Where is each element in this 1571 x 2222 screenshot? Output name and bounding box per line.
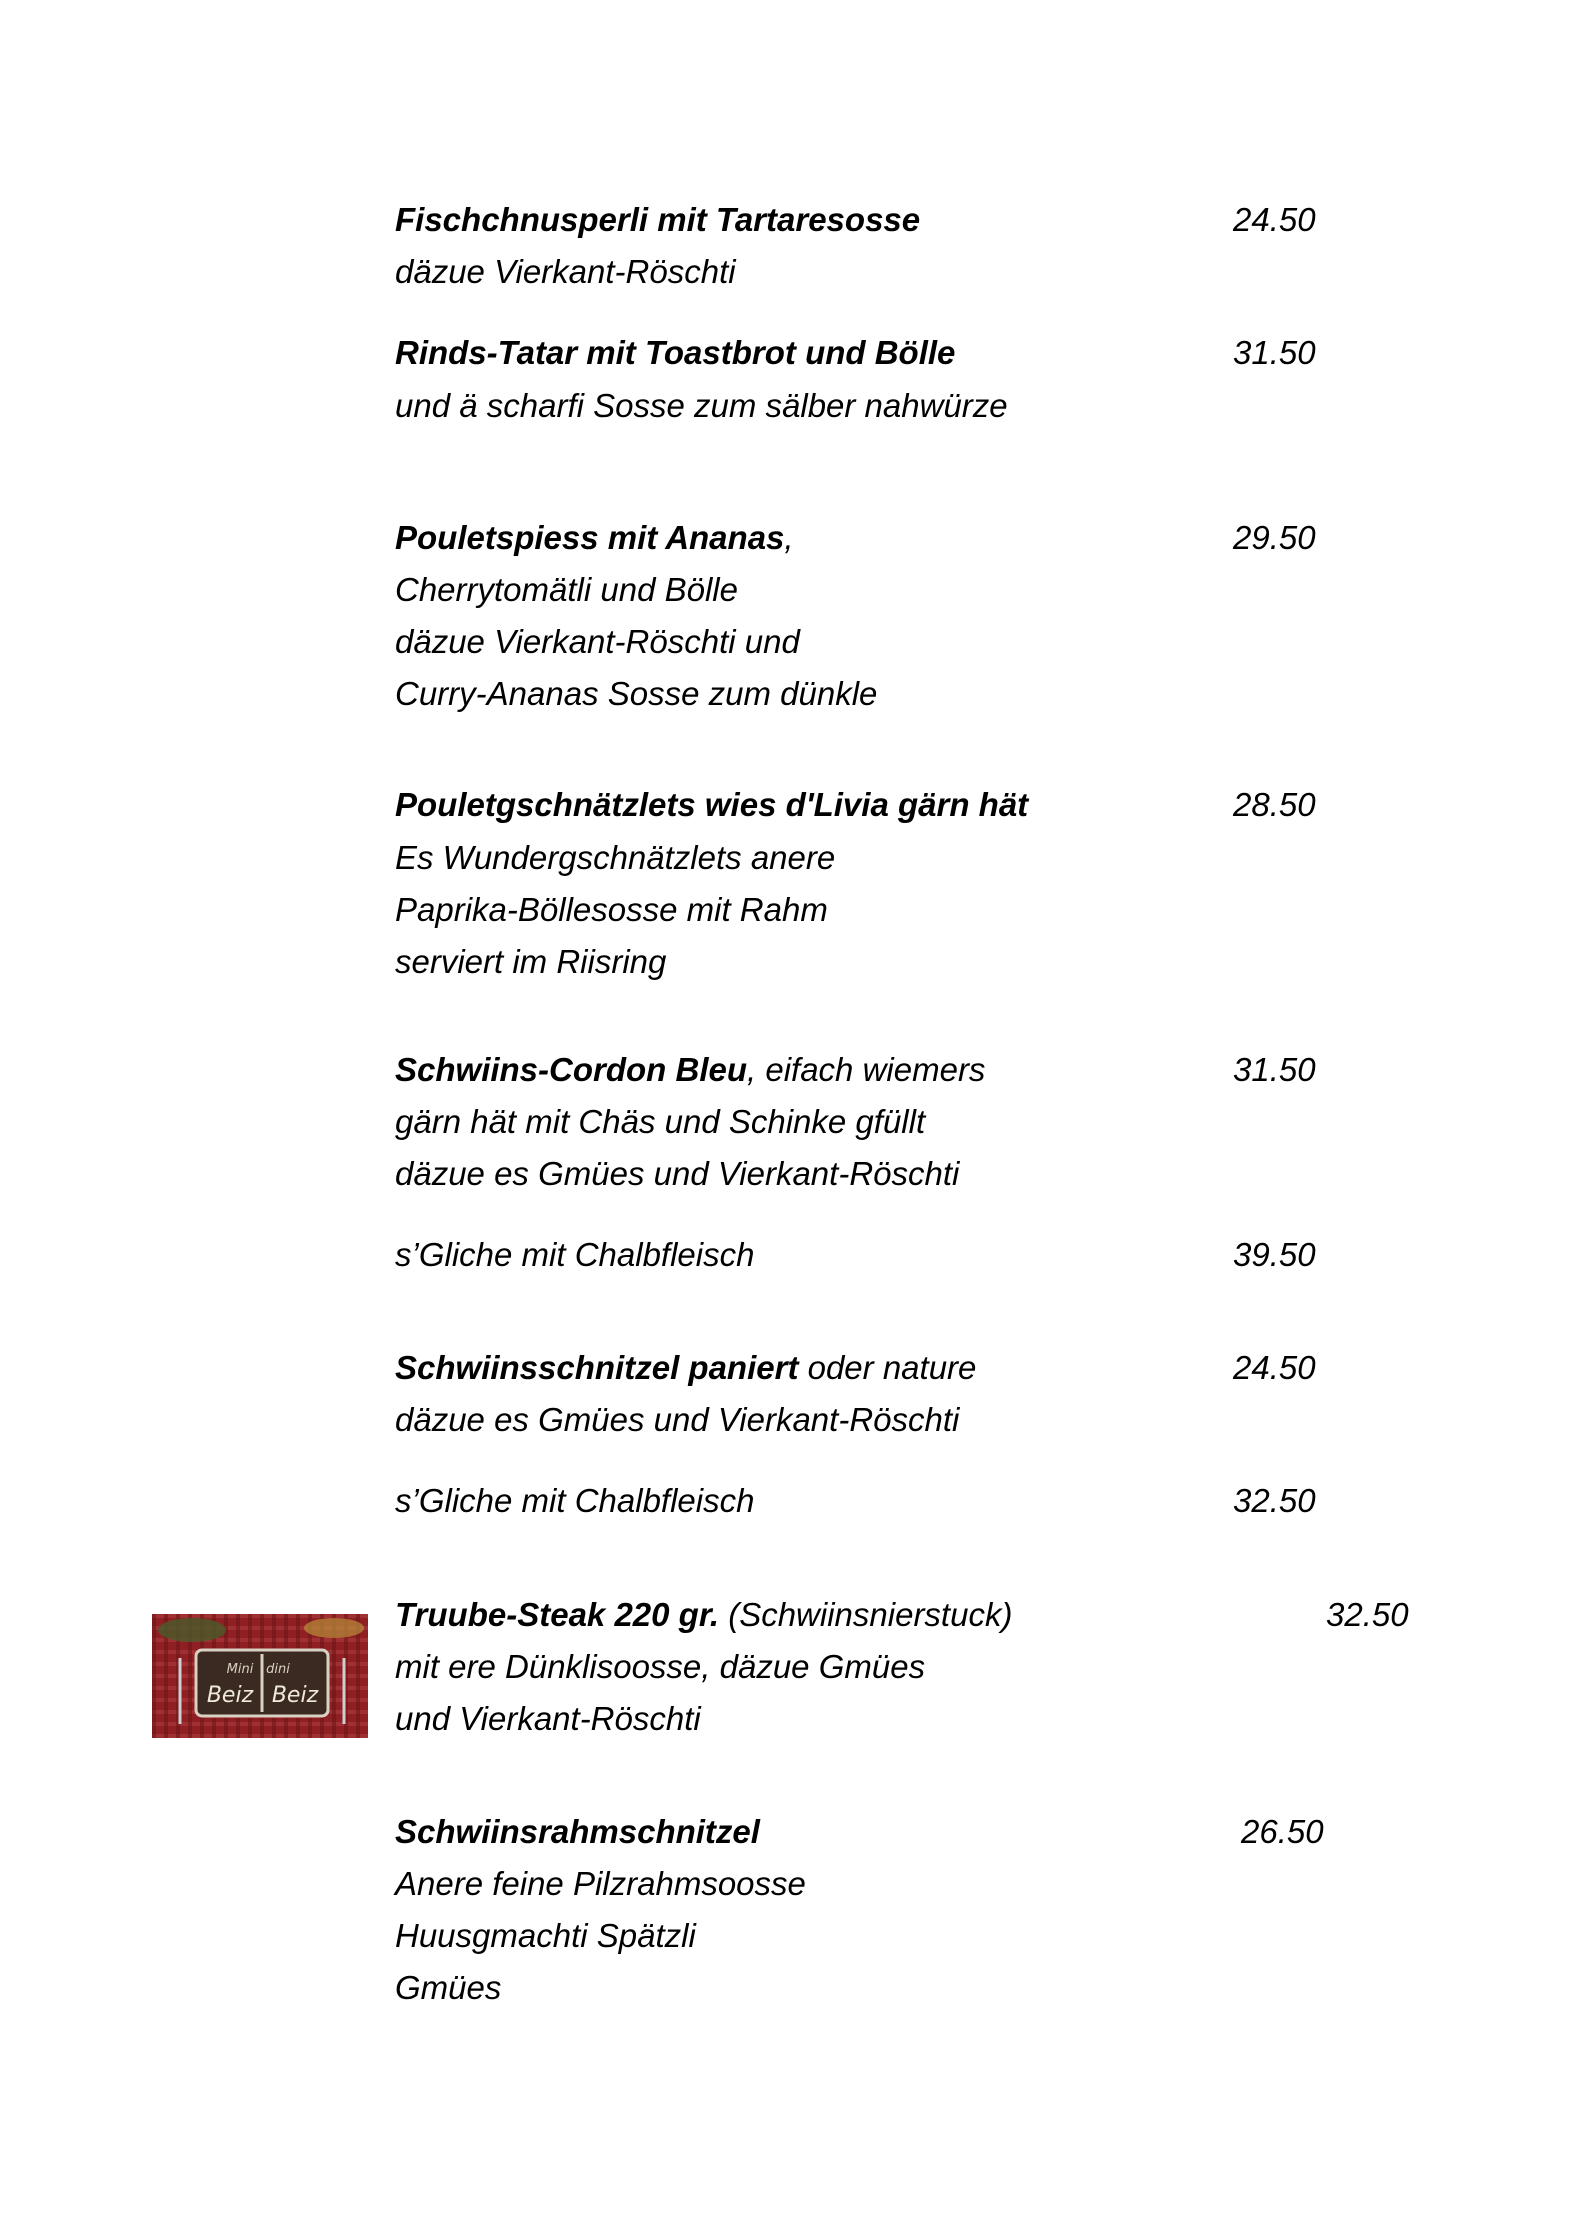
item-title-suffix: , [784, 519, 794, 556]
item-title-row [395, 1348, 976, 1388]
item-variant-price: 32.50 [1233, 1482, 1316, 1519]
item-title: Fischchnusperli mit Tartaresosse [395, 201, 921, 238]
item-desc: und ä scharfi Sosse zum sälber nahwürze [395, 387, 1008, 424]
item-title-suffix: (Schwiinsnierstuck) [719, 1596, 1013, 1633]
item-desc: mit ere Dünklisoosse, däzue Gmües [395, 1648, 926, 1685]
item-variant-label: s’Gliche mit Chalbfleisch [395, 1482, 755, 1519]
item-price: 31.50 [1233, 334, 1316, 371]
item-desc: däzue Vierkant-Röschti und [395, 623, 800, 660]
item-title-row [395, 518, 794, 558]
restaurant-logo [152, 1614, 368, 1738]
item-title: Rinds-Tatar mit Toastbrot und Bölle [395, 334, 956, 371]
item-desc: däzue es Gmües und Vierkant-Röschti [395, 1155, 960, 1192]
item-title-row [395, 333, 955, 373]
item-desc: Cherrytomätli und Bölle [395, 571, 738, 608]
item-price: 31.50 [1233, 1051, 1316, 1088]
item-desc: gärn hät mit Chäs und Schinke gfüllt [395, 1103, 926, 1140]
item-title-row [395, 1050, 985, 1090]
item-desc: Gmües [395, 1969, 502, 2006]
item-title-suffix: oder nature [798, 1349, 977, 1386]
item-title-row [395, 1595, 1012, 1635]
item-price: 26.50 [1241, 1813, 1324, 1850]
item-title: Schwiinsrahmschnitzel [395, 1813, 760, 1850]
logo-text-beiz-right: Beiz [271, 1683, 319, 1708]
item-desc: Huusgmachti Spätzli [395, 1917, 696, 1954]
item-title: Schwiins-Cordon Bleu [395, 1051, 748, 1088]
item-desc: und Vierkant-Röschti [395, 1700, 701, 1737]
item-title: Pouletgschnätzlets wies d'Livia gärn hät [395, 786, 1029, 823]
item-variant-price: 39.50 [1233, 1236, 1316, 1273]
item-price: 28.50 [1233, 786, 1316, 823]
item-price: 32.50 [1326, 1596, 1409, 1633]
item-title-row [395, 1812, 760, 1852]
item-title-row [395, 785, 1028, 825]
item-title-row [395, 200, 920, 240]
item-price: 24.50 [1233, 1349, 1316, 1386]
item-desc: däzue Vierkant-Röschti [395, 253, 736, 290]
item-price: 24.50 [1233, 201, 1316, 238]
item-desc: däzue es Gmües und Vierkant-Röschti [395, 1401, 960, 1438]
item-desc: serviert im Riisring [395, 943, 667, 980]
logo-image [152, 1614, 368, 1738]
logo-text-mini: Mini [226, 1662, 254, 1677]
item-price: 29.50 [1233, 519, 1316, 556]
item-desc: Es Wundergschnätzlets anere [395, 839, 836, 876]
logo-text-beiz-left: Beiz [206, 1683, 254, 1708]
item-variant-label: s’Gliche mit Chalbfleisch [395, 1236, 755, 1273]
item-title: Truube-Steak 220 gr. [395, 1596, 720, 1633]
item-title: Schwiinsschnitzel paniert [395, 1349, 799, 1386]
item-desc: Anere feine Pilzrahmsoosse [395, 1865, 806, 1902]
item-title: Pouletspiess mit Ananas [395, 519, 785, 556]
item-desc: Paprika-Böllesosse mit Rahm [395, 891, 828, 928]
item-desc: Curry-Ananas Sosse zum dünkle [395, 675, 878, 712]
item-title-suffix: , eifach wiemers [747, 1051, 986, 1088]
logo-text-dini: dini [266, 1662, 290, 1677]
